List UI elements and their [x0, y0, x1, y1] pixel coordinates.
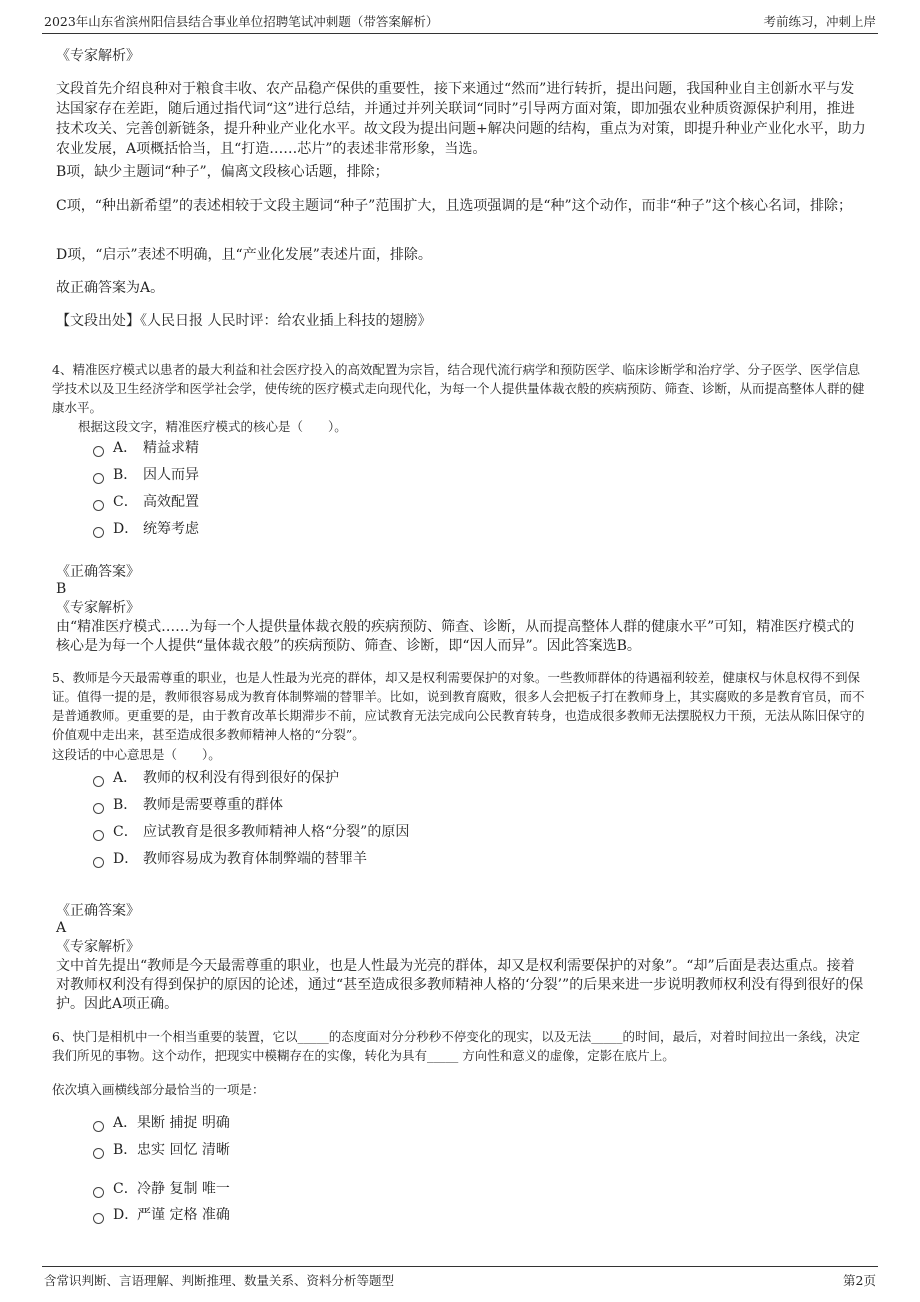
q4-analysis-label: 《专家解析》 [56, 600, 140, 616]
document-title: 2023年山东省滨州阳信县结合事业单位招聘笔试冲刺题（带答案解析） [44, 14, 439, 29]
option-text: 教师是需要尊重的群体 [143, 797, 283, 813]
header-divider [42, 33, 878, 34]
q5-analysis: 文中首先提出“教师是今天最需尊重的职业，也是人性最为光亮的群体，却又是权利需要保护的对象”。“却”后面是表达重点。接着对教师权利没有得到保护的原因的论述，通过“甚至造成很多教师精神人格的‘分裂’”的后果来进一步说明教师权利没有得到很好的保护。因此A项正确。 [56, 958, 864, 1012]
option-text: 教师容易成为教育体制弊端的替罪羊 [143, 851, 367, 867]
option-letter: D． [113, 851, 139, 867]
option-letter: B． [113, 797, 138, 813]
q5-answer-label: 《正确答案》 [56, 903, 140, 919]
option-letter: B． [113, 1142, 138, 1158]
q3-analysis-label: 《专家解析》 [56, 48, 140, 64]
option-letter: D． [113, 1207, 139, 1223]
option-text: 因人而异 [143, 467, 199, 483]
radio-icon[interactable] [93, 1213, 104, 1224]
q3-analysis-option-c: C项，“种出新希望”的表述相较于文段主题词“种子”范围扩大，且选项强调的是“种”这个动作，而非“种子”这个核心名词，排除； [56, 198, 852, 214]
option-letter: C． [113, 494, 138, 510]
option-letter: A． [113, 1115, 138, 1131]
q4-option-a[interactable] [93, 438, 199, 458]
radio-icon[interactable] [93, 830, 104, 841]
option-letter: C． [113, 824, 138, 840]
q3-source: 【文段出处】《人民日报 人民时评：给农业插上科技的翅膀》 [56, 313, 432, 329]
radio-icon[interactable] [93, 446, 104, 457]
option-text: 冷静 复制 唯一 [137, 1181, 230, 1197]
option-letter: C． [113, 1181, 138, 1197]
q3-analysis-option-d: D项，“启示”表述不明确，且“产业化发展”表述片面，排除。 [56, 247, 432, 263]
q5-question: 这段话的中心意思是（ ）。 [52, 747, 221, 762]
page-header [0, 0, 920, 34]
radio-icon[interactable] [93, 473, 104, 484]
option-text: 严谨 定格 准确 [137, 1207, 230, 1223]
q5-answer: A [56, 920, 67, 936]
option-letter: B． [113, 467, 138, 483]
q5-analysis-label: 《专家解析》 [56, 939, 140, 955]
q5-option-d[interactable] [93, 849, 367, 869]
q4-option-c[interactable] [93, 492, 199, 512]
radio-icon[interactable] [93, 1187, 104, 1198]
q4-question: 根据这段文字，精准医疗模式的核心是（ ）。 [78, 419, 347, 434]
option-letter: A． [113, 440, 138, 456]
radio-icon[interactable] [93, 527, 104, 538]
q4-answer-label: 《正确答案》 [56, 564, 140, 580]
q6-option-d[interactable] [93, 1205, 230, 1225]
option-text: 教师的权利没有得到很好的保护 [143, 770, 339, 786]
q5-option-b[interactable] [93, 795, 283, 815]
q4-analysis: 由“精准医疗模式……为每一个人提供量体裁衣般的疾病预防、筛查、诊断，从而提高整体人群的健康水平”可知，精准医疗模式的核心是为每一个人提供“量体裁衣般”的疾病预防、筛查、诊断，即“因人而异”。因此答案选B。 [56, 619, 855, 654]
option-text: 果断 捕捉 明确 [137, 1115, 230, 1131]
q6-option-b[interactable] [93, 1140, 230, 1160]
q4-answer: B [56, 581, 67, 597]
radio-icon[interactable] [93, 1148, 104, 1159]
q5-option-a[interactable] [93, 768, 339, 788]
option-letter: D． [113, 521, 139, 537]
radio-icon[interactable] [93, 1121, 104, 1132]
q6-option-c[interactable] [93, 1179, 230, 1199]
q3-analysis-option-b: B项，缺少主题词“种子”，偏离文段核心话题，排除； [56, 164, 389, 180]
radio-icon[interactable] [93, 857, 104, 868]
q6-question: 依次填入画横线部分最恰当的一项是： [52, 1082, 265, 1097]
radio-icon[interactable] [93, 500, 104, 511]
q6-option-a[interactable] [93, 1113, 230, 1133]
radio-icon[interactable] [93, 776, 104, 787]
option-text: 应试教育是很多教师精神人格“分裂”的原因 [143, 824, 410, 840]
page-number: 第2页 [843, 1273, 876, 1288]
radio-icon[interactable] [93, 803, 104, 814]
option-text: 精益求精 [143, 440, 199, 456]
q6-stem: 6、快门是相机中一个相当重要的装置，它以_____的态度面对分分秒秒不停变化的现实，以及无法_____的时间，最后，对着时间拉出一条线，决定我们所见的事物。这个动作，把现实中模糊存在的实像，转化为具有_____ 方向性和意义的虚像，定影在底片上。 [52, 1029, 860, 1063]
footer-topics: 含常识判断、言语理解、判断推理、数量关系、资料分析等题型 [44, 1273, 395, 1288]
footer-divider [42, 1266, 878, 1267]
q3-analysis-paragraph: 文段首先介绍良种对于粮食丰收、农产品稳产保供的重要性，接下来通过“然而”进行转折，提出问题，我国种业自主创新水平与发达国家存在差距，随后通过指代词“这”进行总结，并通过并列关联词“同时”引导两方面对策，即加强农业种质资源保护利用，推进技术攻关、完善创新链条，提升种业产业化水平。故文段为提出问题+解决问题的结构，重点为对策，即提升种业产业化水平，助力农业发展，A项概括恰当，且“打造……芯片”的表述非常形象，当选。 [56, 81, 866, 157]
option-letter: A． [113, 770, 138, 786]
option-text: 忠实 回忆 清晰 [137, 1142, 230, 1158]
q5-stem: 5、教师是今天最需尊重的职业，也是人性最为光亮的群体，却又是权利需要保护的对象。一些教师群体的待遇福利较差，健康权与休息权得不到保证。值得一提的是，教师很容易成为教育体制弊端的替罪羊。比如，说到教育腐败，很多人会把板子打在教师身上，其实腐败的多是教育官员，而不是普通教师。更重要的是，由于教育改革长期滞步不前，应试教育无法完成向公民教育转身，也造成很多教师无法摆脱权力干预，无法从陈旧保守的价值观中走出来，甚至造成很多教师精神人格的“分裂”。 [52, 670, 865, 742]
q5-option-c[interactable] [93, 822, 409, 842]
q4-option-b[interactable] [93, 465, 199, 485]
option-text: 统筹考虑 [143, 521, 199, 537]
q4-option-d[interactable] [93, 519, 199, 539]
option-text: 高效配置 [143, 494, 199, 510]
header-slogan: 考前练习，冲刺上岸 [763, 14, 876, 29]
q3-conclusion: 故正确答案为A。 [56, 280, 165, 296]
q4-stem: 4、精准医疗模式以患者的最大利益和社会医疗投入的高效配置为宗旨，结合现代流行病学和预防医学、临床诊断学和治疗学、分子医学、医学信息学技术以及卫生经济学和医学社会学，使传统的医疗模式走向现代化，为每一个人提供量体裁衣般的疾病预防、筛查、诊断，从而提高整体人群的健康水平。 [52, 362, 865, 415]
